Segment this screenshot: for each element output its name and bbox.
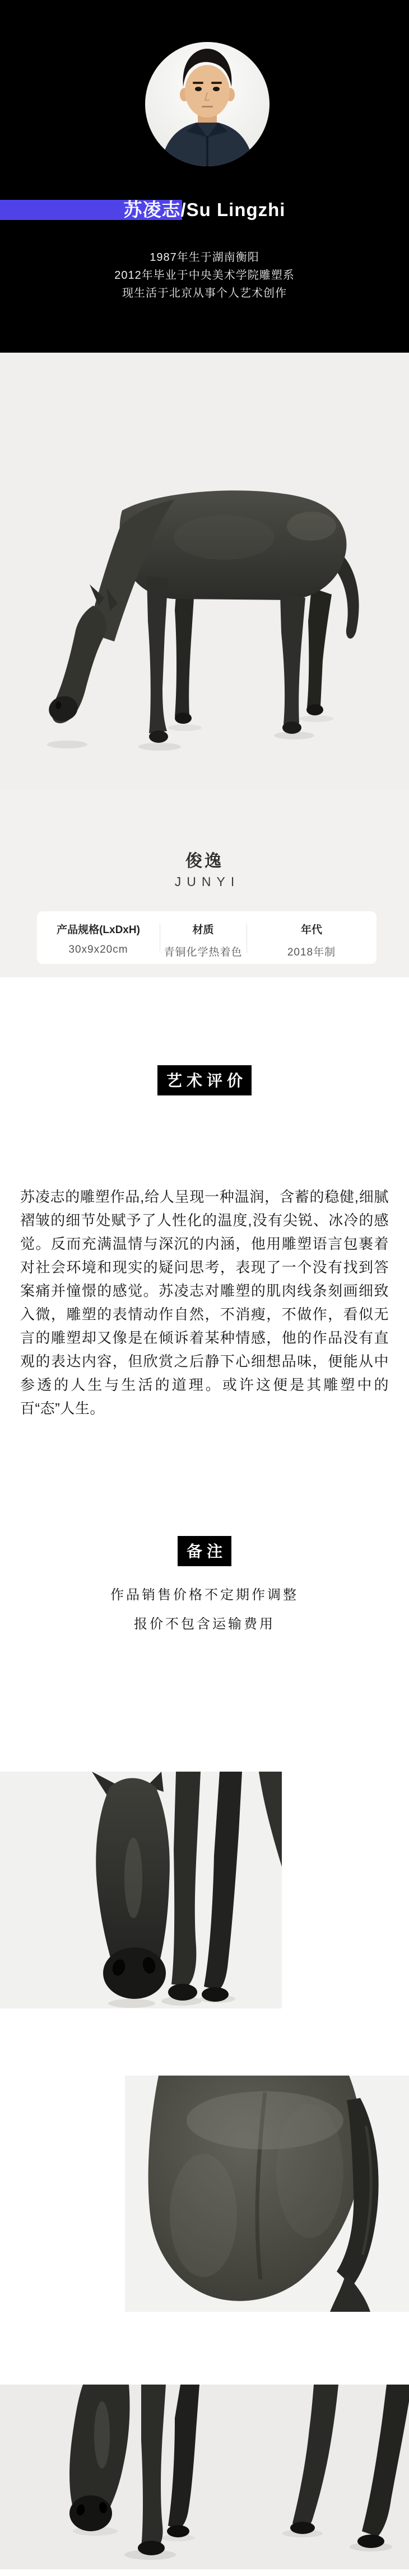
artist-portrait-illustration (145, 42, 269, 166)
spec-col-year (247, 911, 377, 964)
spec-col-material (160, 911, 247, 964)
artwork-photo-detail-head (0, 1772, 282, 2008)
spec-value-size: 30x9x20cm (68, 944, 128, 956)
horse-grazing-illustration (0, 2385, 409, 2569)
artwork-photo-detail-hindquarters (125, 2076, 409, 2312)
spec-value-year: 2018年制 (287, 947, 336, 958)
artwork-photo-main (0, 353, 409, 789)
artist-bio-line: 2012年毕业于中央美术学院雕塑系 (114, 269, 295, 282)
review-heading: 艺术评价 (157, 1065, 252, 1095)
artist-bio-line: 现生活于北京从事个人艺术创作 (122, 287, 287, 299)
horse-hindquarters-illustration (125, 2076, 409, 2312)
spec-value-material: 青铜化学热着色 (164, 947, 243, 958)
spec-label-size: 产品规格(LxDxH) (57, 924, 140, 936)
horse-sculpture-illustration (0, 353, 409, 789)
review-heading-row (0, 1065, 409, 1095)
artist-header-section (0, 0, 409, 353)
review-body: 苏凌志的雕塑作品,给人呈现一种温润，含蓄的稳健,细腻褶皱的细节处赋予了人性化的温度,没有尖锐、冰冷的感觉。反而充满温情与深沉的内涵，他用雕塑语言包裹着对社会环境和现实的疑问思考，表现了一个没有找到答案痛并憧憬的感觉。苏凌志对雕塑的肌肉线条刻画细致入微，雕塑的表情动作自然，不消瘦，不做作，看似无言的雕塑却又像是在倾诉着某种情感，他的作品没有直观的表达内容，但欣赏之后静下心细想品味，便能从中参透的人生与生活的道理。或许这便是其雕塑中的百“态”人生。 (20, 1188, 389, 1417)
note-line: 作品销售价格不定期作调整 (110, 1587, 299, 1603)
artwork-photo-detail-legs (0, 2385, 409, 2569)
spec-label-material: 材质 (192, 924, 214, 936)
artwork-title-en: JUNYI (174, 874, 240, 889)
spec-card (37, 911, 377, 964)
note-line: 报价不包含运输费用 (134, 1617, 275, 1632)
spec-col-size (37, 911, 160, 964)
artist-name: 苏凌志/Su Lingzhi (123, 199, 286, 220)
avatar (145, 42, 269, 166)
artist-bio-line: 1987年生于湖南衡阳 (150, 251, 259, 264)
spec-label-year: 年代 (300, 924, 322, 936)
artwork-title: 俊逸 (185, 852, 224, 870)
notes-heading: 备注 (178, 1536, 231, 1566)
notes-heading-row (0, 1536, 409, 1566)
horse-head-closeup-illustration (0, 1772, 282, 2008)
